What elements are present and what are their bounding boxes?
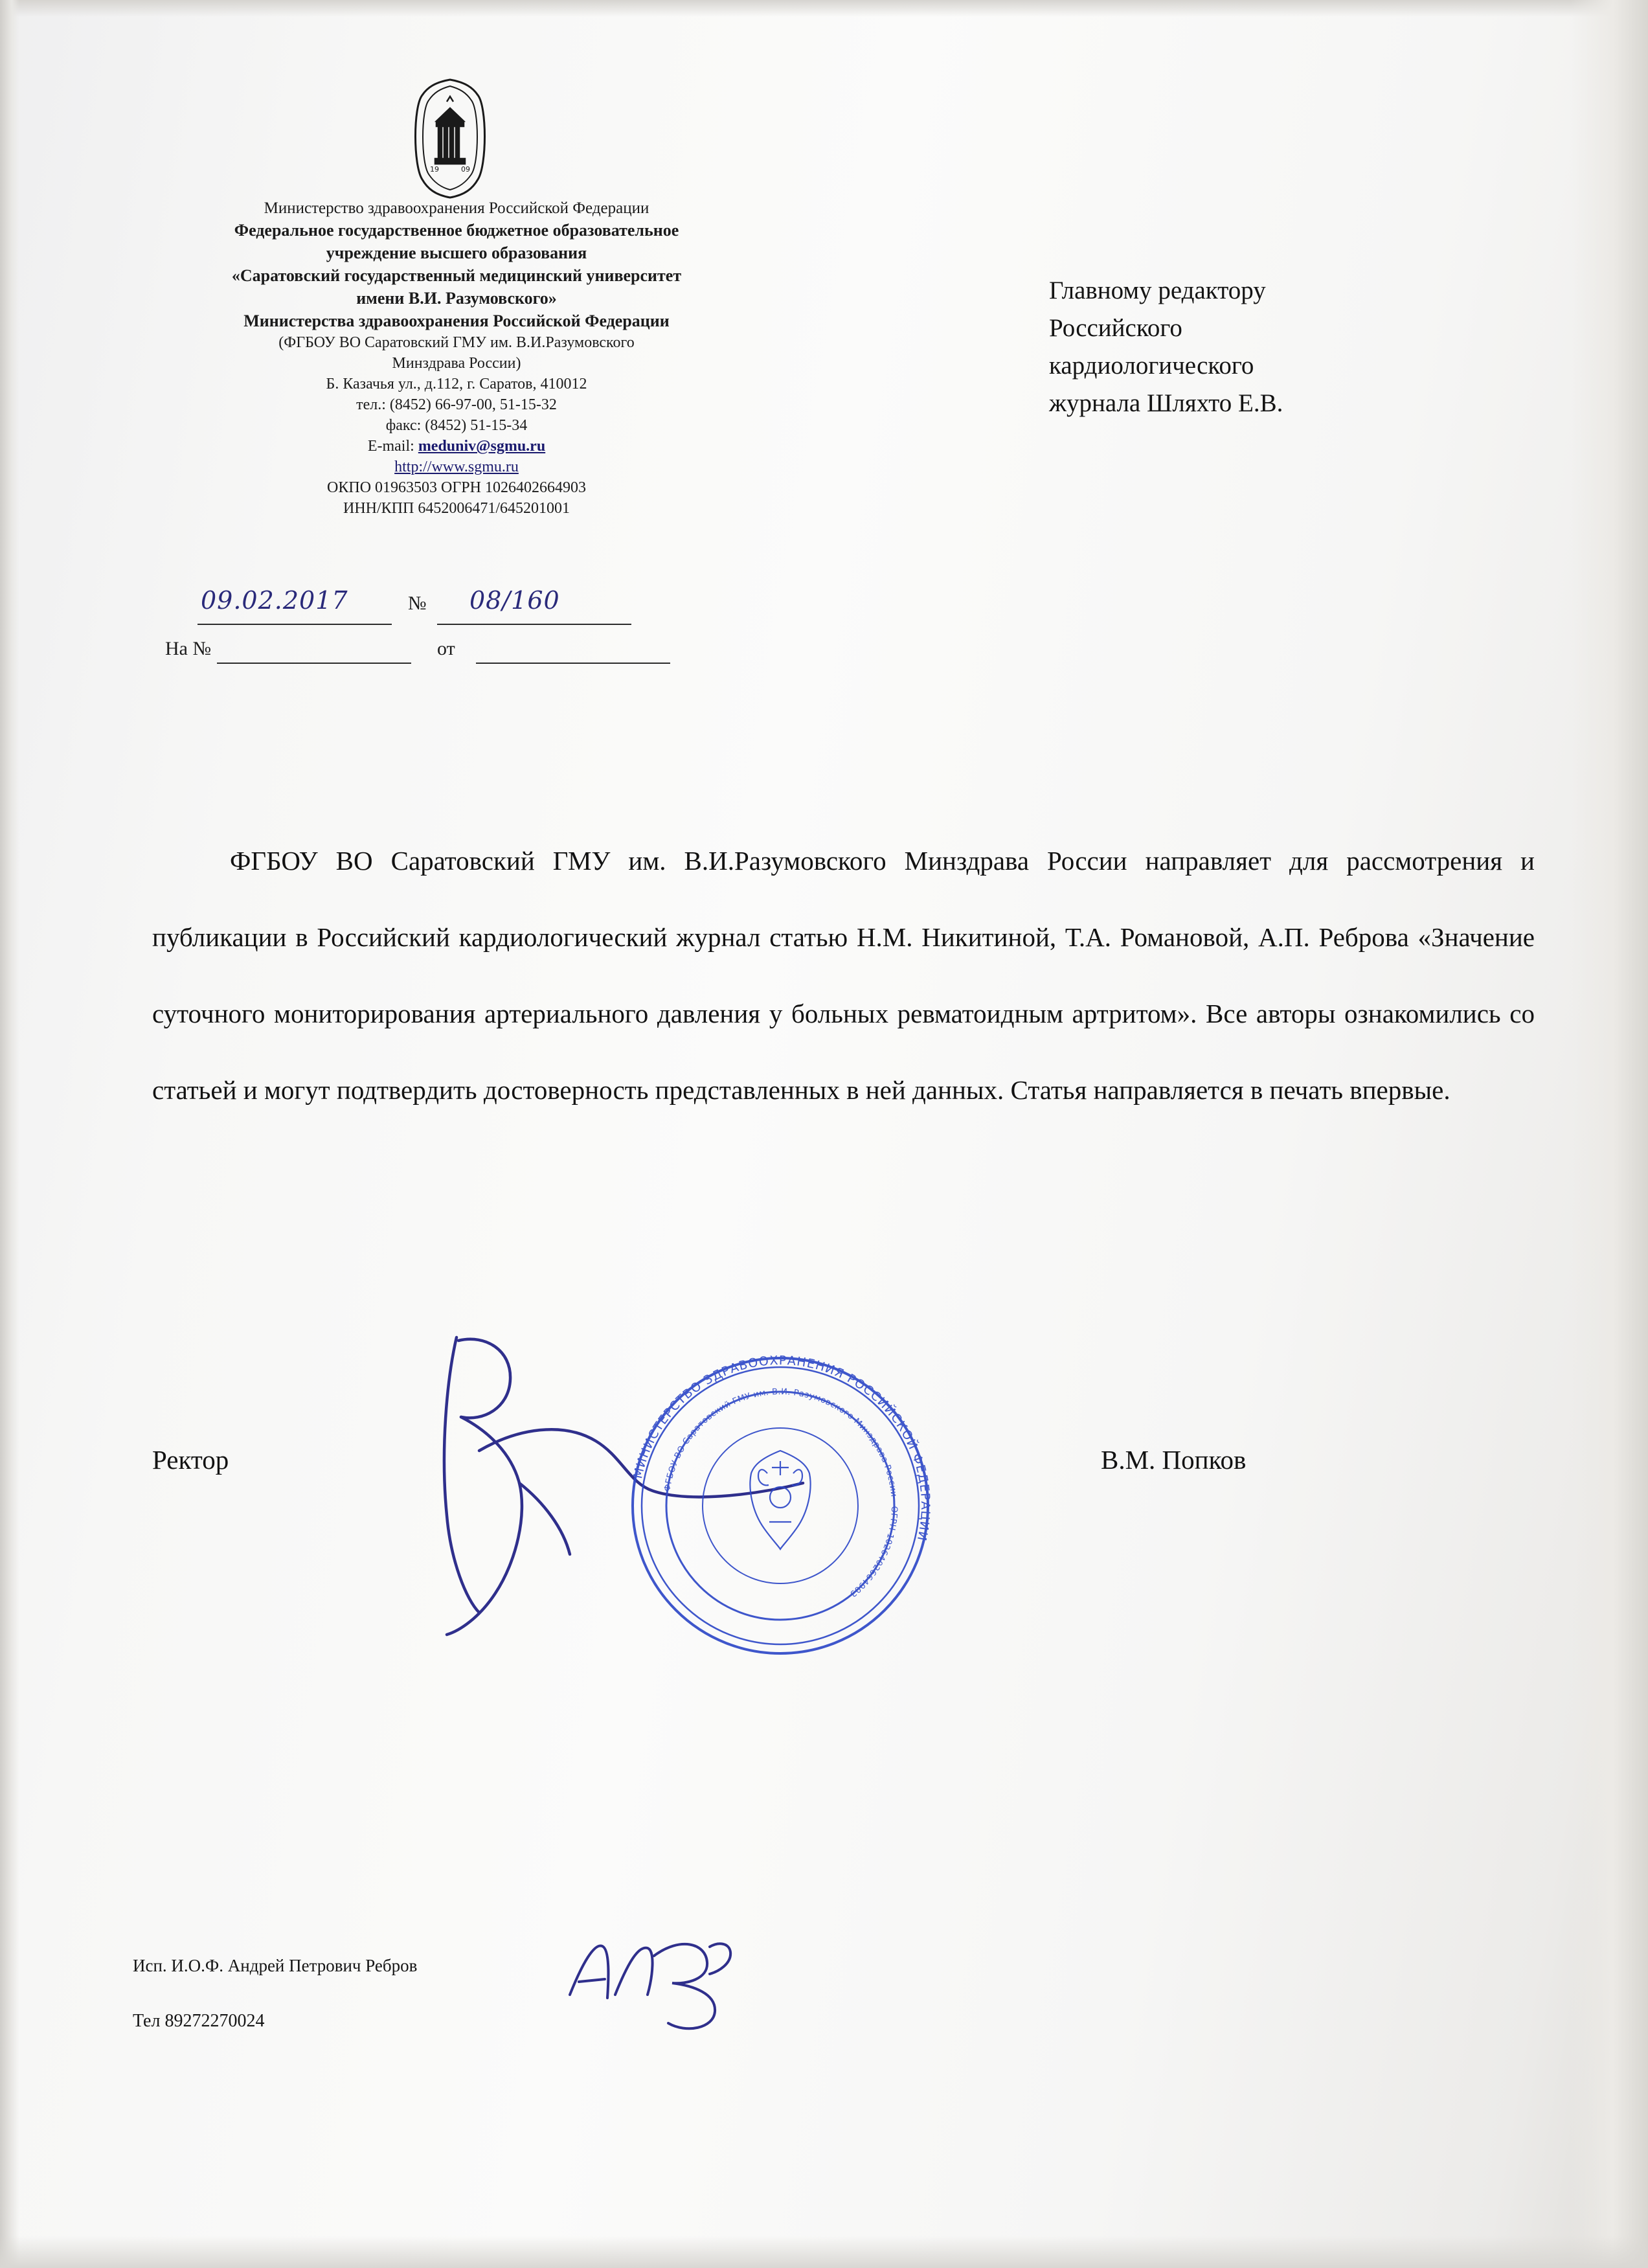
scan-edge-top — [0, 0, 1648, 17]
ot-label: от — [437, 638, 455, 659]
body-paragraph: ФГБОУ ВО Саратовский ГМУ им. В.И.Разумовского Минздрава России направляет для рассмотрения и публикации в Российский кардиологический журнал статью Н.М. Никитиной, Т.А. Романовой, А.П. Реброва «Значение суточного мониторирования артериального давления у больных ревматоидным артритом». Все авторы ознакомились со статьей и могут подтвердить достоверность представленных в ней данных. Статья направляется в печать впервые. — [152, 846, 1535, 1105]
na-rule — [217, 663, 411, 664]
scan-edge-left — [0, 0, 19, 2268]
letterhead-org-line-3: «Саратовский государственный медицинский университет — [231, 266, 682, 285]
letterhead-email-row — [155, 436, 758, 457]
addressee-line-1: Главному редактору — [1049, 277, 1266, 304]
official-round-seal — [609, 1334, 952, 1677]
signatory-position: Ректор — [152, 1445, 229, 1475]
letterhead-website-row — [155, 457, 758, 477]
executor-phone: Тел 89272270024 — [133, 2011, 265, 2031]
addressee-line-3: кардиологического — [1049, 352, 1254, 380]
letterhead-okpo-ogrn: ОКПО 01963503 ОГРН 1026402664903 — [327, 479, 586, 496]
signatory-name: В.М. Попков — [1101, 1445, 1247, 1475]
emblem-year-right: 09 — [461, 165, 470, 174]
outgoing-date-handwritten: 09.02.2017 — [201, 586, 348, 615]
email-label: E-mail: — [367, 438, 414, 455]
letterhead-fax: факс: (8452) 51-15-34 — [385, 417, 528, 434]
letterhead-org-line-1: Федеральное государственное бюджетное образовательное — [234, 221, 679, 240]
scan-edge-bottom — [0, 2236, 1648, 2268]
emblem-year-left: 19 — [430, 165, 439, 174]
letterhead-org-line-5: Министерства здравоохранения Российской Федерации — [243, 312, 670, 330]
letter-body — [152, 822, 1535, 1128]
date-rule — [198, 624, 392, 625]
outgoing-number-handwritten: 08/160 — [469, 586, 560, 615]
letterhead-address: Б. Казачья ул., д.112, г. Саратов, 410012 — [326, 376, 587, 392]
executor-line: Исп. И.О.Ф. Андрей Петрович Ребров — [133, 1956, 418, 1975]
letterhead-inn-kpp: ИНН/КПП 6452006471/645201001 — [343, 500, 570, 517]
scan-edge-right — [1570, 0, 1648, 2268]
number-symbol: № — [408, 593, 427, 614]
letterhead-org-line-4: имени В.И. Разумовского» — [356, 289, 557, 308]
letterhead-block — [155, 198, 758, 519]
executor-signature — [557, 1917, 777, 2047]
outgoing-reference-row — [165, 586, 748, 626]
letterhead-short-name-2: Минздрава России) — [392, 355, 521, 372]
incoming-reference-row — [165, 638, 748, 677]
university-emblem-icon — [408, 68, 492, 204]
svg-text:ФГБОУ ВО Саратовский ГМУ им. В: ФГБОУ ВО Саратовский ГМУ им. В.И. Разумовского Минздрава России · ОГРН 1026402664903 · — [662, 1387, 899, 1603]
addressee-line-4: журнала Шляхто Е.В. — [1049, 389, 1283, 417]
email-link[interactable]: meduniv@sgmu.ru — [418, 438, 546, 455]
letterhead-short-name-1: (ФГБОУ ВО Саратовский ГМУ им. В.И.Разумовского — [278, 334, 635, 351]
addressee-line-2: Российского — [1049, 314, 1182, 342]
website-link[interactable]: http://www.sgmu.ru — [394, 459, 519, 475]
svg-text:МИНИСТЕРСТВО ЗДРАВООХРАНЕНИЯ Р: МИНИСТЕРСТВО ЗДРАВООХРАНЕНИЯ РОССИЙСКОЙ ФЕДЕРАЦИИ — [631, 1353, 933, 1543]
letterhead-phone: тел.: (8452) 66-97-00, 51-15-32 — [356, 396, 557, 413]
addressee-block — [1049, 272, 1541, 422]
number-rule — [437, 624, 631, 625]
letterhead-ministry: Министерство здравоохранения Российской Федерации — [264, 199, 649, 217]
na-label: На № — [165, 638, 212, 659]
letterhead-org-line-2: учреждение высшего образования — [326, 244, 587, 262]
ot-rule — [476, 663, 670, 664]
